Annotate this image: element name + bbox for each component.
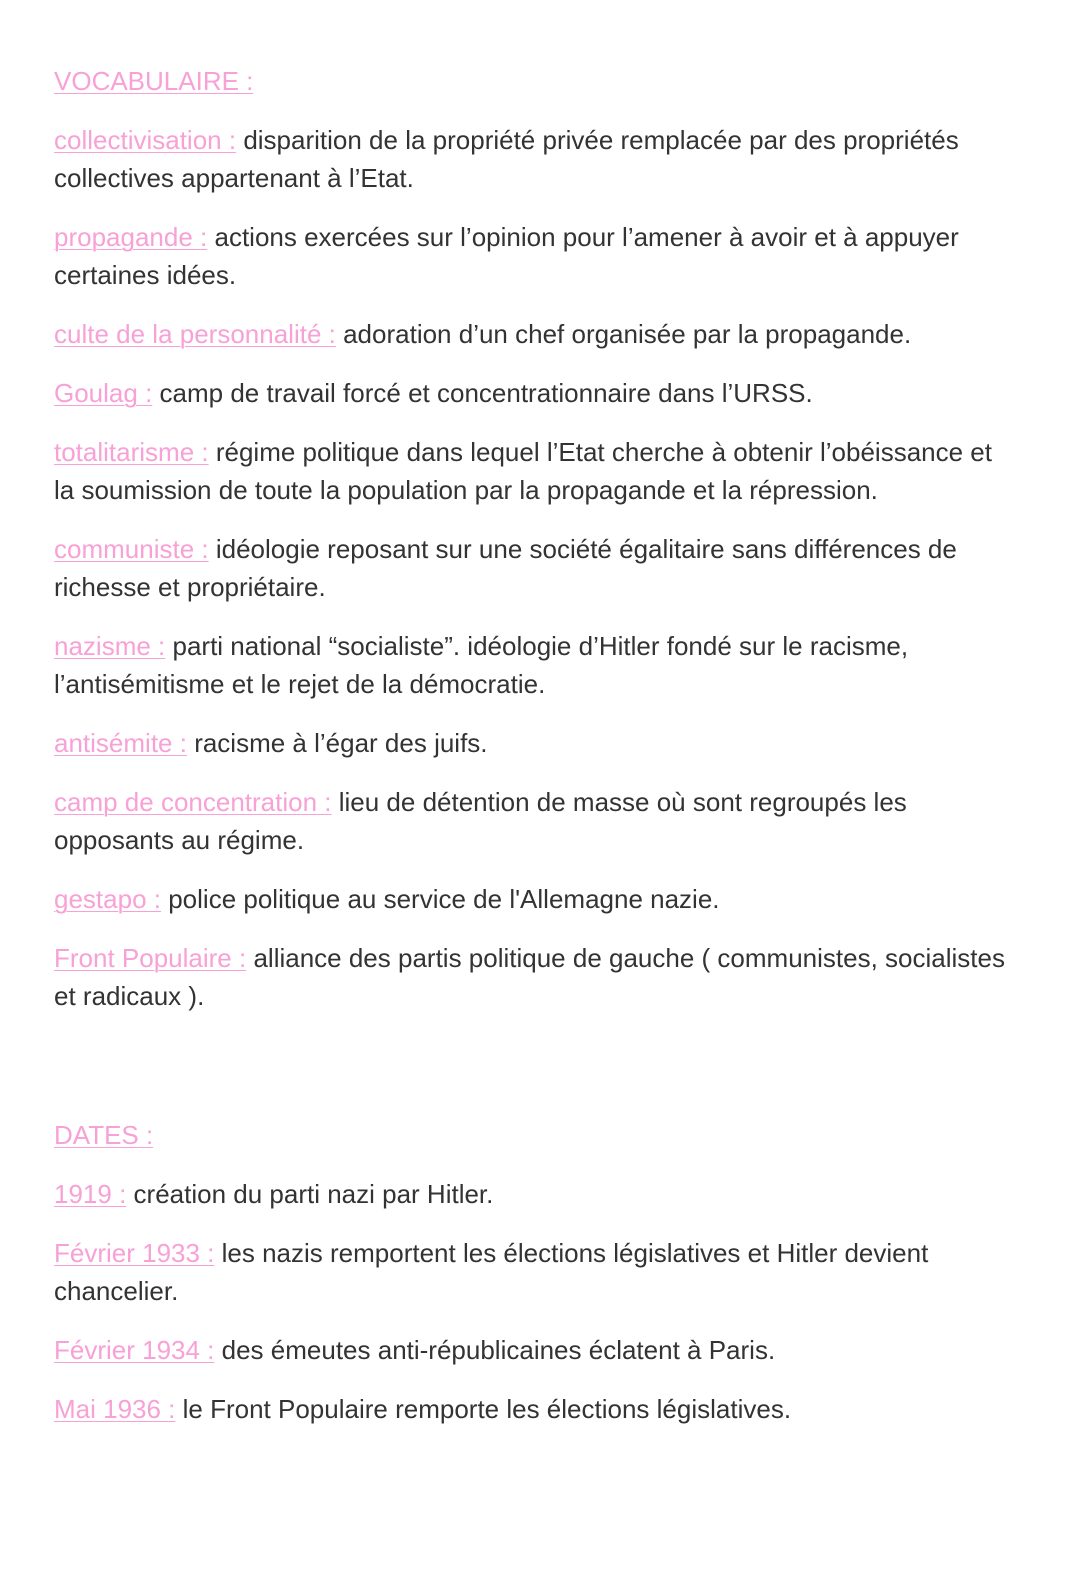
vocab-entry <box>54 724 1014 762</box>
vocab-entry <box>54 121 1014 197</box>
vocab-entry <box>54 939 1014 1015</box>
date-description: création du parti nazi par Hitler. <box>133 1179 494 1209</box>
vocab-term: antisémite : <box>54 728 187 758</box>
vocab-term: Goulag : <box>54 378 153 408</box>
vocab-entry <box>54 627 1014 703</box>
vocab-entry <box>54 880 1014 918</box>
date-term: Mai 1936 : <box>54 1394 176 1424</box>
vocab-term: propagande : <box>54 222 208 252</box>
vocab-definition: idéologie reposant sur une société égalitaire sans différences de richesse et propriétaire. <box>54 534 957 602</box>
vocab-entry <box>54 433 1014 509</box>
date-term: Février 1934 : <box>54 1335 215 1365</box>
date-entry <box>54 1331 1014 1369</box>
date-entry <box>54 1234 1014 1310</box>
vocab-definition: adoration d’un chef organisée par la propagande. <box>343 319 912 349</box>
vocab-term: communiste : <box>54 534 209 564</box>
document-page <box>54 62 1014 1449</box>
date-term: 1919 : <box>54 1179 127 1209</box>
vocab-entry <box>54 530 1014 606</box>
date-description: des émeutes anti-républicaines éclatent à Paris. <box>221 1335 776 1365</box>
vocab-term: Front Populaire : <box>54 943 247 973</box>
vocabulary-heading: VOCABULAIRE : <box>54 66 254 96</box>
vocab-definition: disparition de la propriété privée remplacée par des propriétés collectives appartenant à l’Etat. <box>54 125 959 193</box>
vocab-definition: lieu de détention de masse où sont regroupés les opposants au régime. <box>54 787 907 855</box>
vocab-term: collectivisation : <box>54 125 237 155</box>
date-description: les nazis remportent les élections législatives et Hitler devient chancelier. <box>54 1238 929 1306</box>
vocab-entry <box>54 218 1014 294</box>
date-description: le Front Populaire remporte les élections législatives. <box>182 1394 792 1424</box>
vocab-definition: racisme à l’égar des juifs. <box>194 728 488 758</box>
vocab-term: totalitarisme : <box>54 437 209 467</box>
vocab-definition: régime politique dans lequel l’Etat cherche à obtenir l’obéissance et la soumission de toute la population par la propagande et la répression. <box>54 437 992 505</box>
vocab-term: camp de concentration : <box>54 787 332 817</box>
section-spacer <box>54 1036 1014 1116</box>
vocab-definition: alliance des partis politique de gauche ( communistes, socialistes et radicaux ). <box>54 943 1005 1011</box>
vocab-entry <box>54 783 1014 859</box>
vocab-term: nazisme : <box>54 631 166 661</box>
date-entry <box>54 1175 1014 1213</box>
vocab-definition: parti national “socialiste”. idéologie d’Hitler fondé sur le racisme, l’antisémitisme et le rejet de la démocratie. <box>54 631 909 699</box>
vocab-definition: actions exercées sur l’opinion pour l’amener à avoir et à appuyer certaines idées. <box>54 222 959 290</box>
vocab-term: culte de la personnalité : <box>54 319 336 349</box>
vocab-entry <box>54 374 1014 412</box>
date-term: Février 1933 : <box>54 1238 215 1268</box>
date-entry <box>54 1390 1014 1428</box>
vocab-definition: police politique au service de l'Allemagne nazie. <box>168 884 720 914</box>
vocab-entry <box>54 315 1014 353</box>
dates-heading: DATES : <box>54 1120 154 1150</box>
vocab-term: gestapo : <box>54 884 161 914</box>
vocab-definition: camp de travail forcé et concentrationnaire dans l’URSS. <box>159 378 813 408</box>
